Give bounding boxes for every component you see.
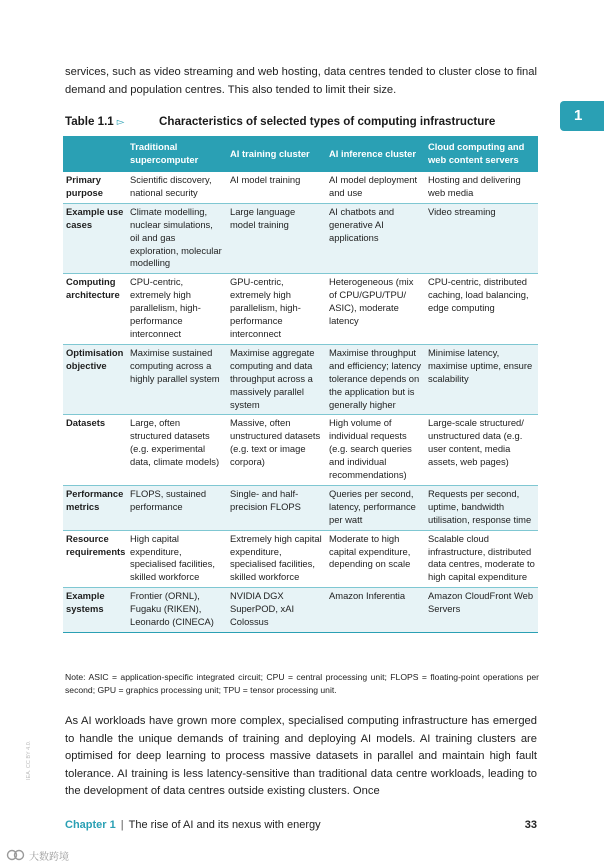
table-row [63,530,538,588]
footer-chapter-title: The rise of AI and its nexus with energy [128,819,321,831]
column-header: AI inference cluster [326,136,425,172]
column-header: Cloud computing and web content servers [425,136,538,172]
watermark-text: 大数跨境 [29,851,69,863]
table-cell: Video streaming [425,203,538,274]
footer-separator: | [120,819,124,831]
watermark [6,848,69,862]
infrastructure-table [63,136,538,633]
column-header [63,136,127,172]
row-label: Computing architecture [63,274,127,345]
table-cell: Frontier (ORNL), Fugaku (RIKEN), Leonardo (CINECA) [127,588,227,633]
page-number: 33 [524,819,537,831]
row-label: Datasets [63,415,127,486]
table-cell: Requests per second, uptime, bandwidth utilisation, response time [425,485,538,530]
table-row [63,588,538,633]
table-row [63,344,538,415]
license-text: IEA. CC BY 4.0. [26,740,32,780]
table-cell: Single- and half-precision FLOPS [227,485,326,530]
row-label: Primary purpose [63,172,127,203]
table-cell: High volume of individual requests (e.g. search queries and individual recommendations) [326,415,425,486]
table-note: Note: ASIC = application-specific integrated circuit; CPU = central processing unit; FLOPS = floating-point operations per second; GPU = graphics processing unit; TPU = tensor processing unit. [65,672,539,695]
table-cell: Large language model training [227,203,326,274]
row-label: Optimisation objective [63,344,127,415]
column-header: Traditional supercomputer [127,136,227,172]
column-header: AI training cluster [227,136,326,172]
table-cell: Maximise sustained computing across a highly parallel system [127,344,227,415]
table-cell: AI chatbots and generative AI applications [326,203,425,274]
table-row [63,415,538,486]
table-cell: Minimise latency, maximise uptime, ensure scalability [425,344,538,415]
body-paragraph: As AI workloads have grown more complex, specialised computing infrastructure has emerged to handle the unique demands of training and deploying AI models. AI training clusters are optimised for deep learning to process massive datasets in parallel and maintain high fault tolerance. AI training is less latency-sensitive than traditional data centre workloads, leading to the development of data centres outside existing clusters. Once [65,715,537,798]
table-cell: Climate modelling, nuclear simulations, oil and gas exploration, molecular modelling [127,203,227,274]
intro-paragraph: services, such as video streaming and web hosting, data centres tended to cluster close to final demand and population centres. This also tended to limit their size. [65,66,537,96]
table-caption [65,115,537,133]
table-row [63,274,538,345]
table-cell: AI model training [227,172,326,203]
table-number: Table 1.1 [65,115,114,128]
table-cell: Large-scale structured/ unstructured data (e.g. user content, media assets, web pages) [425,415,538,486]
table-cell: Amazon Inferentia [326,588,425,633]
chapter-tab[interactable]: 1 [560,101,604,131]
table-row [63,485,538,530]
table-cell: FLOPS, sustained performance [127,485,227,530]
table-cell: Queries per second, latency, performance per watt [326,485,425,530]
table-cell: Amazon CloudFront Web Servers [425,588,538,633]
table-cell: CPU-centric, extremely high parallelism, high-performance interconnect [127,274,227,345]
table-cell: CPU-centric, distributed caching, load balancing, edge computing [425,274,538,345]
table-cell: Massive, often unstructured datasets (e.g. text or image corpora) [227,415,326,486]
table-cell: Heterogeneous (mix of CPU/GPU/TPU/ ASIC), moderate latency [326,274,425,345]
table-cell: GPU-centric, extremely high parallelism, high-performance interconnect [227,274,326,345]
table-cell: Scientific discovery, national security [127,172,227,203]
caption-arrow-icon: ▻ [116,117,125,128]
table-cell: High capital expenditure, specialised facilities, skilled workforce [127,530,227,588]
table-cell: AI model deployment and use [326,172,425,203]
row-label: Example use cases [63,203,127,274]
table-row [63,203,538,274]
table-cell: Scalable cloud infrastructure, distributed data centres, moderate to high capital expenditure [425,530,538,588]
table-cell: Moderate to high capital expenditure, depending on scale [326,530,425,588]
table-row [63,172,538,203]
row-label: Example systems [63,588,127,633]
table-header-row [63,136,538,172]
row-label: Resource requirements [63,530,127,588]
row-label: Performance metrics [63,485,127,530]
table-cell: Maximise throughput and efficiency; latency tolerance depends on the application but is generally higher [326,344,425,415]
table-title: Characteristics of selected types of computing infrastructure [159,115,496,128]
table-cell: Maximise aggregate computing and data throughput across a massively parallel system [227,344,326,415]
table-cell: NVIDIA DGX SuperPOD, xAI Colossus [227,588,326,633]
table-cell: Extremely high capital expenditure, specialised facilities, skilled workforce [227,530,326,588]
table-cell: Hosting and delivering web media [425,172,538,203]
footer-chapter[interactable]: Chapter 1 [65,819,116,831]
page-footer [65,819,537,833]
table-cell: Large, often structured datasets (e.g. experimental data, climate models) [127,415,227,486]
watermark-logo-icon [6,849,26,861]
